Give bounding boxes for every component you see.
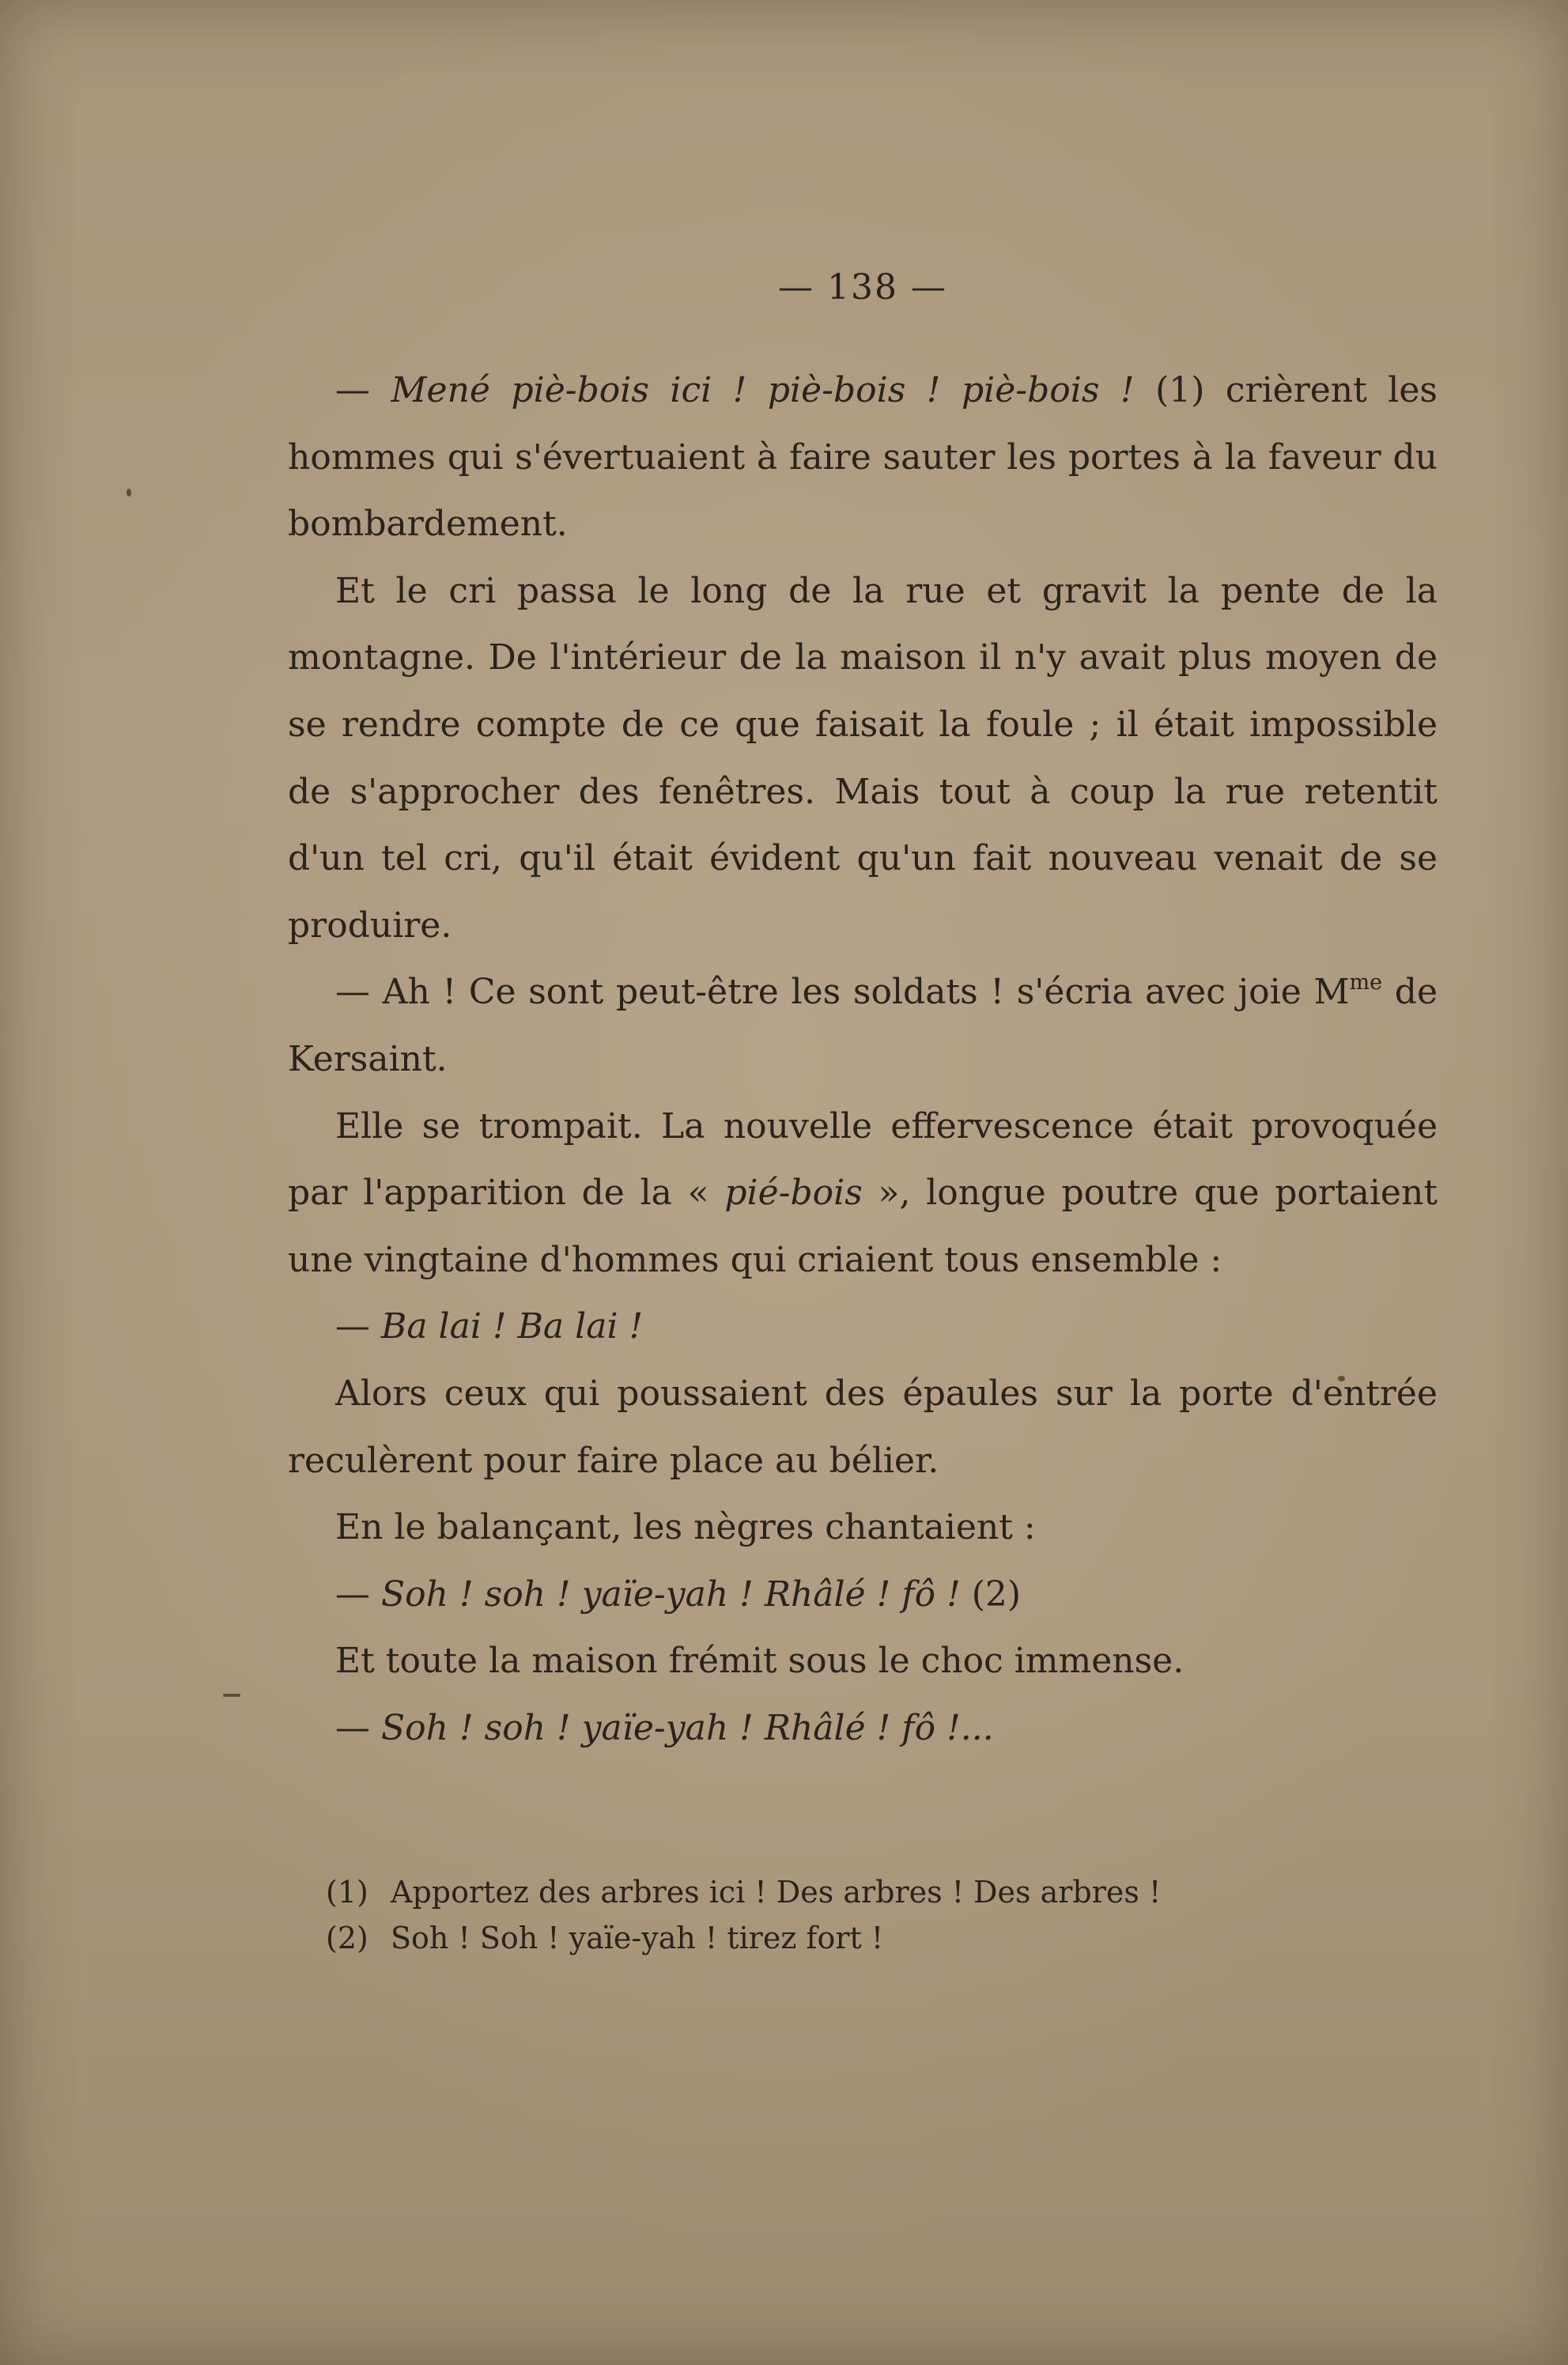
body-text <box>288 357 1438 1762</box>
paragraph <box>288 959 1438 1093</box>
italic-phrase: Soh ! soh ! yaïe-yah ! Rhâlé ! fô ! <box>381 1574 961 1615</box>
paragraph <box>288 1562 1438 1629</box>
footnote-ref: (1) <box>1155 370 1205 410</box>
footnote-ref: (2) <box>960 1574 1022 1615</box>
dialogue-dash: — <box>335 370 370 410</box>
footnote <box>326 1915 1433 1961</box>
footnote <box>326 1869 1433 1915</box>
paragraph-text: — Ah ! Ce sont peut-être les soldats ! s'écria avec joie M <box>335 972 1350 1013</box>
paragraph: Et le cri passa le long de la rue et gravit la pente de la montagne. De l'intérieur de la maison il n'y avait plus moyen de se rendre compte de ce que faisait la foule ; il était impossible de s'approcher des fenêtres. Mais tout à coup la rue retentit d'un tel cri, qu'il était évident qu'un fait nouveau venait de se produire. <box>288 570 1438 946</box>
paragraph-text: crièrent les hommes qui s'évertuaient à faire sauter les portes à la faveur du bombardement. <box>288 370 1438 545</box>
dialogue-dash: — <box>335 1574 381 1615</box>
dialogue-dash: — <box>335 1306 381 1347</box>
footnote-number: (2) <box>326 1921 368 1955</box>
paragraph: En le balançant, les nègres chantaient : <box>335 1507 1036 1548</box>
italic-phrase: Soh ! soh ! yaïe-yah ! Rhâlé ! fô !... <box>381 1707 994 1748</box>
paragraph <box>288 1695 1438 1762</box>
paragraph <box>288 357 1438 558</box>
footnotes <box>326 1869 1433 1961</box>
paragraph-text: de Kersaint. <box>288 972 1438 1079</box>
paragraph <box>288 1094 1438 1294</box>
paper-speck <box>223 1694 240 1697</box>
paragraph: Alors ceux qui poussaient des épaules sur la porte d'entrée reculèrent pour faire place au bélier. <box>288 1373 1438 1481</box>
dialogue-dash: — <box>335 1707 381 1748</box>
italic-phrase: Ba lai ! Ba lai ! <box>381 1306 644 1347</box>
paragraph-text: », longue poutre que portaient une vingtaine d'hommes qui criaient tous ensemble : <box>288 1173 1438 1280</box>
paragraph: Et toute la maison frémit sous le choc immense. <box>335 1641 1185 1682</box>
footnote-number: (1) <box>326 1875 368 1910</box>
italic-word: pié-bois <box>724 1173 863 1214</box>
footnote-text: Soh ! Soh ! yaïe-yah ! tirez fort ! <box>391 1921 884 1955</box>
footnote-text: Apportez des arbres ici ! Des arbres ! Des arbres ! <box>391 1875 1162 1910</box>
paragraph <box>288 1294 1438 1361</box>
paragraph-text: Elle se trompait. La nouvelle effervescence était provoquée par l'apparition de la « <box>288 1105 1438 1214</box>
page-number: — 138 — <box>778 267 947 308</box>
paper-speck <box>127 489 131 497</box>
italic-phrase: Mené piè-bois ici ! piè-bois ! piè-bois ! <box>391 370 1135 410</box>
superscript: me <box>1349 970 1383 995</box>
